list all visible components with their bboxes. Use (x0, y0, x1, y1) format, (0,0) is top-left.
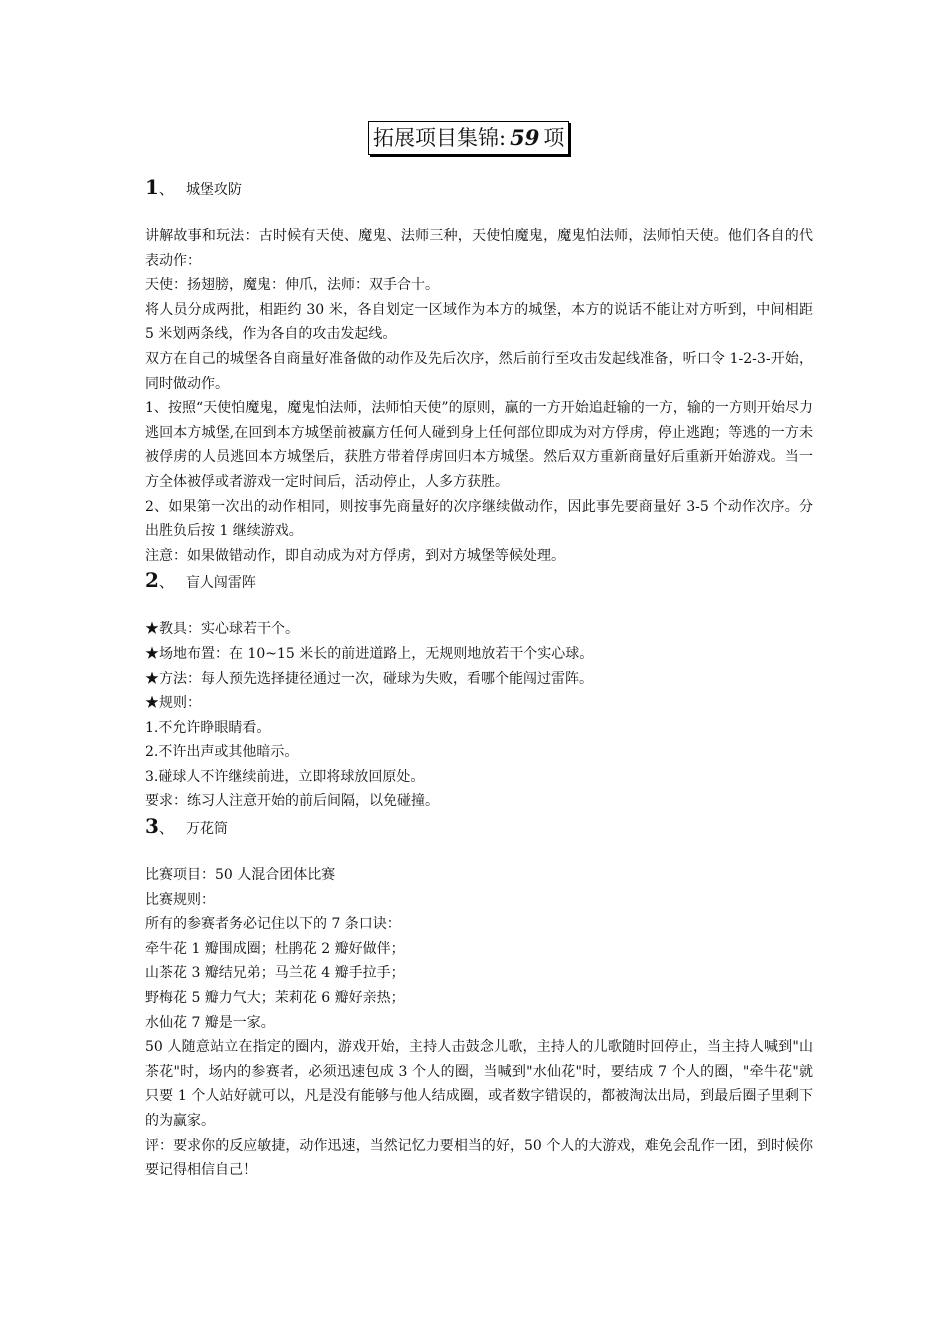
section-kaleidoscope (145, 814, 813, 1183)
paragraph: 2、如果第一次出的动作相同，则按事先商量好的次序继续做动作，因此事先要商量好 3-5 个动作次序。分出胜负后按 1 继续游戏。 (145, 498, 813, 540)
section-title: 城堡攻防 (185, 182, 242, 198)
section-number-mark: 、 (158, 819, 174, 838)
section-title: 盲人闯雷阵 (185, 575, 256, 592)
paragraph: 50 人随意站立在指定的圈内，游戏开始，主持人击鼓念儿歌，主持人的儿歌随时回停止，当主持人喊到"山茶花"时，场内的参赛者，必须迅速包成 3 个人的圈，当喊到"水仙花"时，要结成 7 个人的圈，"牵牛花"就只要 1 个人站好就可以，凡是没有能够与他人结成圈，或者数字错误的，都被淘汰出局，到最后圈子里剩下的为赢家。 (145, 1039, 813, 1129)
paragraph: 比赛规则： (145, 891, 215, 908)
paragraph: ★场地布置：在 10~15 米长的前进道路上，无规则地放若干个实心球。 (145, 645, 594, 662)
paragraph: 山茶花 3 瓣结兄弟；马兰花 4 瓣手拉手； (145, 965, 405, 982)
paragraph: 牵牛花 1 瓣围成圈；杜鹃花 2 瓣好做伴； (145, 940, 405, 957)
section-title: 万花筒 (185, 821, 228, 838)
title-suffix: 项 (543, 126, 565, 150)
section-number: 1 (145, 175, 159, 199)
paragraph: 将人员分成两批，相距约 30 米，各自划定一区域作为本方的城堡，本方的说话不能让对方听到，中间相距 5 米划两条线，作为各自的攻击发起线。 (145, 301, 813, 343)
paragraph: 注意：如果做错动作，即自动成为对方俘虏，到对方城堡等候处理。 (145, 547, 565, 564)
paragraph: 2.不许出声或其他暗示。 (145, 744, 299, 761)
section-heading (145, 568, 813, 608)
paragraph: ★方法：每人预先选择捷径通过一次，碰球为失败，看哪个能闯过雷阵。 (145, 670, 593, 687)
section-number-mark: 、 (158, 573, 174, 592)
section-number: 2 (145, 568, 159, 593)
paragraph: 野梅花 5 瓣力气大；茉莉花 6 瓣好亲热； (145, 990, 405, 1007)
paragraph: 天使：扬翅膀，魔鬼：伸爪，法师：双手合十。 (145, 277, 439, 294)
document-title (368, 121, 569, 155)
paragraph: 1.不允许睁眼睛看。 (145, 719, 271, 736)
section-heading (145, 814, 813, 854)
document-body (145, 175, 813, 1183)
paragraph: 比赛项目：50 人混合团体比赛 (145, 867, 336, 884)
paragraph: ★教具：实心球若干个。 (145, 621, 299, 638)
paragraph: 3.碰球人不许继续前进，立即将球放回原处。 (145, 768, 425, 785)
title-number: 59 (510, 125, 540, 150)
paragraph: 要求：练习人注意开始的前后间隔，以免碰撞。 (145, 793, 439, 810)
paragraph: 所有的参赛者务必记住以下的 7 条口诀： (145, 916, 401, 933)
paragraph: 讲解故事和玩法：古时候有天使、魔鬼、法师三种，天使怕魔鬼，魔鬼怕法师，法师怕天使。他们各自的代表动作： (145, 228, 813, 269)
paragraph: 水仙花 7 瓣是一家。 (145, 1014, 275, 1031)
section-number: 3 (145, 814, 159, 839)
section-number-mark: 、 (158, 180, 174, 198)
section-blind-minefield (145, 568, 813, 814)
section-castle-defense (145, 175, 813, 568)
paragraph: 双方在自己的城堡各自商量好准备做的动作及先后次序，然后前行至攻击发起线准备，听口令 1-2-3-开始，同时做动作。 (145, 350, 813, 392)
title-prefix: 拓展项目集锦: (373, 126, 507, 150)
paragraph: ★规则： (145, 695, 201, 712)
paragraph: 1、按照“天使怕魔鬼，魔鬼怕法师，法师怕天使”的原则，赢的一方开始追赶输的一方，输的一方则开始尽力逃回本方城堡,在回到本方城堡前被赢方任何人碰到身上任何部位即成为对方俘虏，停止逃跑；等逃的一方未被俘虏的人员逃回本方城堡后，获胜方带着俘虏回归本方城堡。然后双方重新商量好后重新开始游戏。当一方全体被俘或者游戏一定时间后，活动停止，人多方获胜。 (145, 400, 813, 490)
paragraph: 评：要求你的反应敏捷，动作迅速，当然记忆力要相当的好，50 个人的大游戏，难免会乱作一团，到时候你要记得相信自己！ (145, 1137, 813, 1179)
section-heading (145, 175, 813, 215)
